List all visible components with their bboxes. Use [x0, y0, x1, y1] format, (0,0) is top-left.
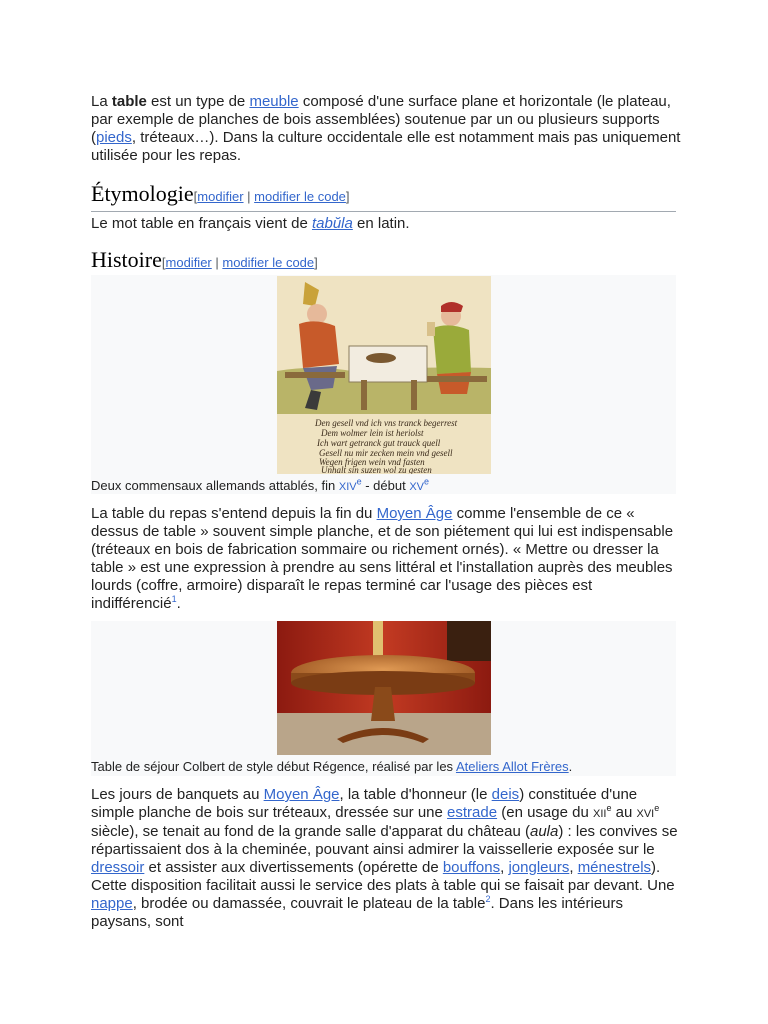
caption-text: Deux commensaux allemands attablés, fin: [91, 478, 339, 493]
para-text: .: [176, 595, 181, 612]
para-text: siècle), se tenait au fond de la grande salle d'apparat du château (: [91, 823, 530, 840]
edit-code-link[interactable]: modifier le code: [254, 189, 346, 204]
superscript-e: e: [606, 803, 612, 813]
link-ateliers-allot-freres[interactable]: Ateliers Allot Frères: [455, 759, 569, 774]
round-table-photo: [277, 621, 491, 755]
link-century-xv[interactable]: XV: [409, 481, 424, 493]
image-commensaux[interactable]: [277, 276, 491, 474]
link-pieds[interactable]: pieds: [96, 129, 132, 146]
edit-section: [194, 189, 350, 204]
para-text: La table du repas s'entend depuis la fin du: [91, 505, 377, 522]
heading-title: Histoire: [91, 247, 162, 272]
script-line: Unhalt sin suzen wol zu gesten: [321, 465, 432, 474]
bracket: [: [193, 189, 198, 204]
script-line: Den gesell vnd ich vns tranck begerrest: [315, 418, 458, 428]
separator: |: [243, 189, 255, 204]
para-text: et assister aux divertissements (opérette de: [144, 859, 443, 876]
term-aula: aula: [530, 823, 559, 840]
para-text: ) : les convives se répartissaient dos à la cheminée, pouvant ainsi admirer la vaissellerie exposée sur le: [91, 823, 678, 858]
para-text: ,: [500, 859, 509, 876]
para-text: , la table d'honneur (le: [339, 786, 492, 803]
link-moyen-age[interactable]: Moyen Âge: [376, 505, 453, 522]
script-line: Ich wart getranck gut trauck quell: [317, 438, 441, 448]
etymologie-paragraph: [91, 215, 681, 233]
edit-link[interactable]: modifier: [165, 255, 212, 270]
etym-text: en latin.: [352, 215, 410, 232]
intro-paragraph: [91, 93, 681, 165]
heading-etymologie: [91, 181, 676, 212]
link-moyen-age[interactable]: Moyen Âge: [263, 786, 340, 803]
figure-caption: [91, 478, 676, 495]
para-text: Les jours de banquets au: [91, 786, 264, 803]
bracket: [: [161, 255, 166, 270]
para-text: . Dans les intérieurs paysans, sont: [91, 895, 624, 930]
para-text: ,: [569, 859, 578, 876]
link-nappe[interactable]: nappe: [91, 895, 133, 912]
script-line: Wegen frigen wein vnd fasten: [319, 457, 425, 467]
link-bouffons[interactable]: bouffons: [442, 859, 501, 876]
superscript-e: e: [654, 803, 660, 813]
intro-text: La: [91, 93, 112, 110]
caption-text: .: [568, 759, 573, 774]
script-line: Dem wolmer lein ist heriolst: [321, 428, 424, 438]
histoire-paragraph-2: [91, 786, 681, 931]
century-xvi: XVI: [636, 808, 655, 820]
para-text: ). Cette disposition facilitait aussi le service des plats à table qui se faisait par devant. Une: [91, 859, 675, 894]
caption-text: - début: [361, 478, 410, 493]
medieval-illustration: [277, 276, 491, 474]
caption-text: Table de séjour Colbert de style début Régence, réalisé par les: [91, 759, 456, 774]
image-table-colbert[interactable]: [277, 621, 491, 755]
link-dressoir[interactable]: dressoir: [91, 859, 145, 876]
link-tabula[interactable]: tabŭla: [311, 215, 353, 232]
separator: |: [211, 255, 223, 270]
para-text: , brodée ou damassée, couvrait le plateau de la table: [132, 895, 486, 912]
para-text: au: [611, 804, 637, 821]
reference-2[interactable]: 2: [485, 894, 491, 904]
intro-text: , tréteaux…). Dans la culture occidentale elle est notamment mais pas uniquement utilisée pour les repas.: [91, 129, 681, 164]
century-xii: XII: [592, 808, 607, 820]
histoire-paragraph-1: [91, 505, 681, 613]
link-menestrels[interactable]: ménestrels: [577, 859, 652, 876]
edit-code-link[interactable]: modifier le code: [222, 255, 315, 270]
edit-section: [162, 255, 318, 270]
bracket: ]: [314, 255, 318, 270]
superscript-e: e: [356, 476, 362, 487]
link-meuble[interactable]: meuble: [249, 93, 299, 110]
superscript-e: e: [424, 476, 430, 487]
link-deis[interactable]: deis: [491, 786, 520, 803]
para-text: (en usage du: [497, 804, 593, 821]
bracket: ]: [345, 189, 350, 204]
heading-title: Étymologie: [91, 181, 194, 206]
para-text: ) constituée d'une simple planche de bois sur tréteaux, dressée sur une: [91, 786, 638, 821]
para-text: comme l'ensemble de ce « dessus de table » souvent simple planche, et de son piétement qui lui est indispensable (tréteaux en bois de fabrication sommaire ou richement ornés). « Mettre ou dresser la table » est une expression à prendre au sens littéral et l'installation auprès des meubles lourds (coffre, armoire) disparaît le repas terminé car l'usage des pièces est indifférencié: [91, 505, 674, 612]
intro-text: composé d'une surface plane et horizontale (le plateau, par exemple de planches de bois assemblées) soutenue par un ou plusieurs supports (: [91, 93, 671, 146]
term-table: table: [111, 93, 147, 110]
figure-table-colbert: [91, 621, 676, 776]
edit-link[interactable]: modifier: [197, 189, 244, 204]
etym-text: Le mot table en français vient de: [91, 215, 312, 232]
script-line: Gesell nu mir zecken mein vnd gesell: [319, 448, 453, 458]
heading-histoire: [91, 247, 676, 278]
figure-caption: [91, 759, 676, 775]
figure-commensaux: [91, 275, 676, 494]
reference-1[interactable]: 1: [171, 594, 177, 604]
link-century-xiv[interactable]: XIV: [338, 481, 357, 493]
link-jongleurs[interactable]: jongleurs: [508, 859, 570, 876]
link-estrade[interactable]: estrade: [447, 804, 498, 821]
intro-text: est un type de: [146, 93, 250, 110]
